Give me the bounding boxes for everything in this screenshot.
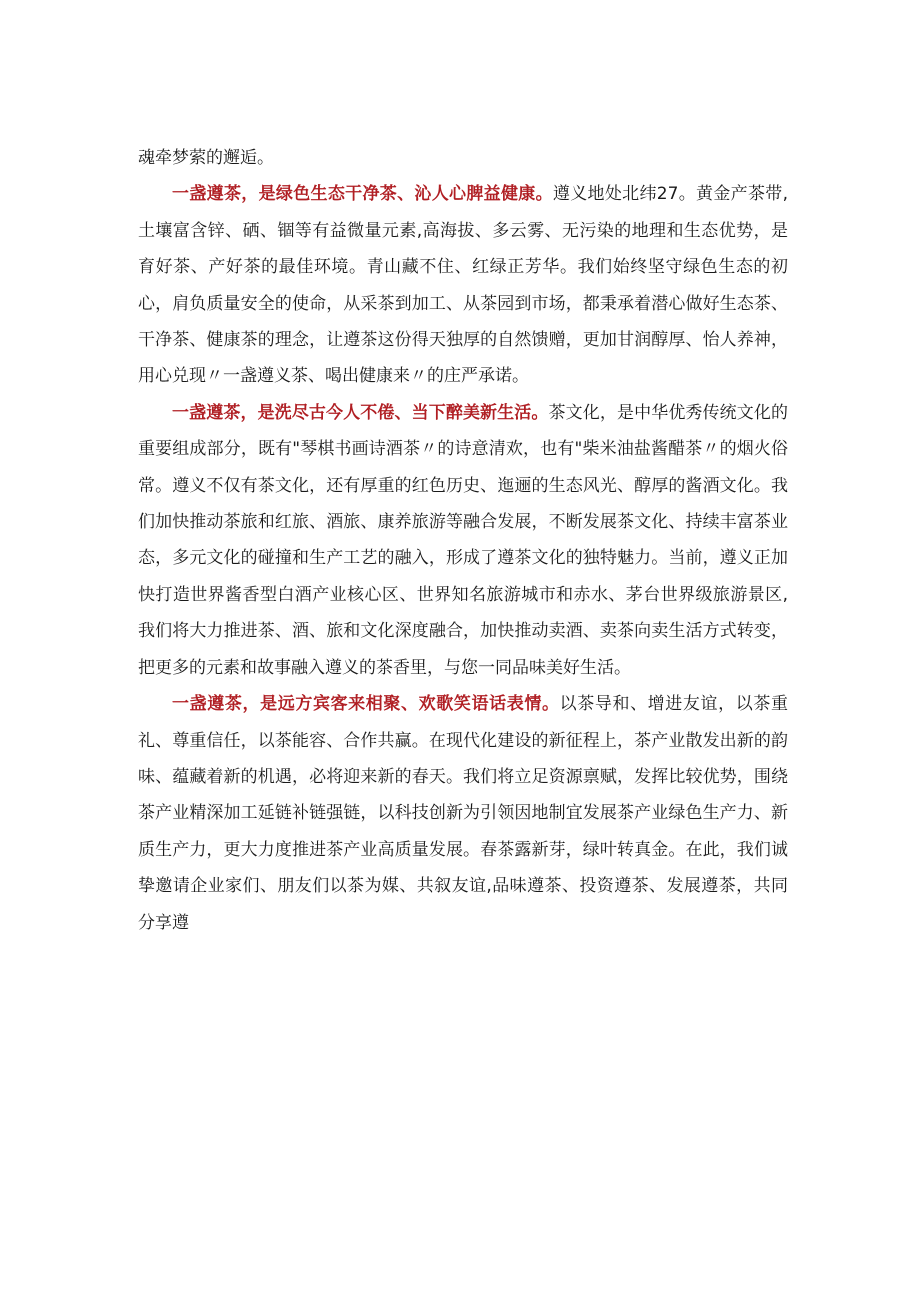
paragraph-text: 茶文化，是中华优秀传统文化的重要组成部分，既有"琴棋书画诗酒茶〃的诗意清欢，也有"柴米油盐酱醋茶〃的烟火俗常。遵义不仅有茶文化，还有厚重的红色历史、迤逦的生态风光、醇厚的酱酒文化。我们加快推动茶旅和红旅、酒旅、康养旅游等融合发展，不断发展茶文化、持续丰富茶业态，多元文化的碰撞和生产工艺的融入，形成了遵茶文化的独特魅力。当前，遵义正加快打造世界酱香型白酒产业核心区、世界知名旅游城市和赤水、茅台世界级旅游景区,我们将大力推进茶、酒、旅和文化深度融合，加快推动卖酒、卖茶向卖生活方式转变，把更多的元素和故事融入遵义的茶香里，与您一同品味美好生活。 <box>138 402 789 678</box>
paragraph-lead-heading: 一盏遵茶，是洗尽古今人不倦、当下醉美新生活。 <box>172 402 549 423</box>
paragraph-lead-heading: 一盏遵茶，是绿色生态干净茶、沁人心脾益健康。 <box>172 184 553 205</box>
paragraph-text: 遵义地处北纬27。黄金产茶带,土壤富含锌、硒、锢等有益微量元素,高海拔、多云雾、无污染的地理和生态优势，是育好茶、产好茶的最佳环境。青山藏不住、红绿正芳华。我们始终坚守绿色生态的初心，肩负质量安全的使命，从采茶到加工、从茶园到市场，都秉承着潜心做好生态茶、干净茶、健康茶的理念，让遵茶这份得天独厚的自然馈赠，更加甘润醇厚、怡人养神，用心兑现〃一盏遵义茶、喝出健康来〃的庄严承诺。 <box>138 184 788 387</box>
paragraph-continuation <box>138 140 788 176</box>
document-body <box>138 140 788 941</box>
paragraph-guests-gathering <box>138 686 788 941</box>
paragraph-text: 以茶导和、增进友谊，以茶重礼、尊重信任，以茶能容、合作共赢。在现代化建设的新征程上，茶产业散发出新的韵味、蕴藏着新的机遇，必将迎来新的春天。我们将立足资源禀赋，发挥比较优势，围绕茶产业精深加工延链补链强链，以科技创新为引领因地制宜发展茶产业绿色生产力、新质生产力，更大力度推进茶产业高质量发展。春茶露新芽，绿叶转真金。在此，我们诚挚邀请企业家们、朋友们以茶为媒、共叙友谊,品味遵茶、投资遵茶、发展遵茶，共同分享遵 <box>138 694 789 933</box>
paragraph-text: 魂牵梦萦的邂逅。 <box>138 148 274 168</box>
paragraph-lead-heading: 一盏遵茶，是远方宾客来相聚、欢歌笑语话表情。 <box>172 694 560 715</box>
paragraph-tea-culture <box>138 395 788 686</box>
paragraph-green-ecology <box>138 176 788 394</box>
